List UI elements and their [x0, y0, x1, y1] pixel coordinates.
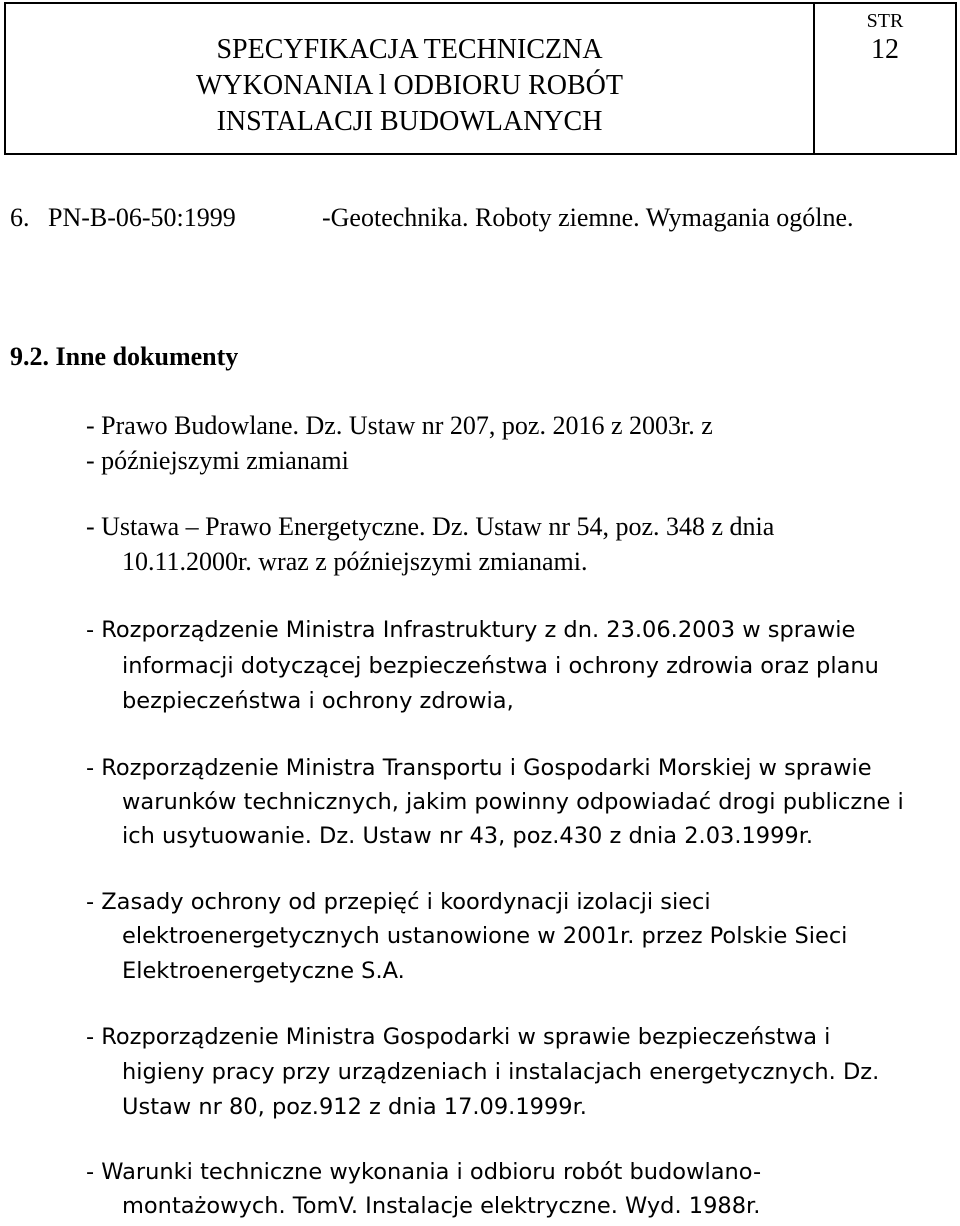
doc-3-line-3: bezpieczeństwa i ochrony zdrowia,: [122, 688, 514, 714]
doc-6-line-3: Ustaw nr 80, poz.912 z dnia 17.09.1999r.: [122, 1094, 587, 1120]
page-label: STR: [866, 10, 904, 32]
doc-6-line-1: - Rozporządzenie Ministra Gospodarki w sprawie bezpieczeństwa i: [86, 1024, 831, 1050]
document-header: [4, 2, 957, 155]
doc-5-line-3: Elektroenergetyczne S.A.: [122, 958, 405, 984]
doc-6-line-2: higieny pracy przy urządzeniach i instalacjach energetycznych. Dz.: [122, 1059, 880, 1085]
doc-7-line-1: - Warunki techniczne wykonania i odbioru robót budowlano-: [86, 1159, 762, 1185]
doc-2-line-1: - Ustawa – Prawo Energetyczne. Dz. Ustaw nr 54, poz. 348 z dnia: [86, 512, 775, 541]
norm-item-6-code: PN-B-06-50:1999: [48, 203, 236, 232]
doc-2-line-2: 10.11.2000r. wraz z późniejszymi zmianami.: [122, 547, 588, 576]
page-number: 12: [871, 34, 899, 65]
section-heading: 9.2. Inne dokumenty: [10, 342, 239, 371]
header-title-line-1: SPECYFIKACJA TECHNICZNA: [216, 34, 603, 65]
header-title-line-2: WYKONANIA l ODBIORU ROBÓT: [196, 70, 623, 101]
header-title-line-3: INSTALACJI BUDOWLANYCH: [216, 106, 603, 137]
doc-4-line-1: - Rozporządzenie Ministra Transportu i Gospodarki Morskiej w sprawie: [86, 755, 872, 781]
doc-5-line-1: - Zasady ochrony od przepięć i koordynacji izolacji sieci: [86, 889, 711, 915]
norm-item-6-title: -Geotechnika. Roboty ziemne. Wymagania ogólne.: [322, 203, 854, 232]
doc-3-line-1: - Rozporządzenie Ministra Infrastruktury z dn. 23.06.2003 w sprawie: [86, 617, 856, 643]
doc-5-line-2: elektroenergetycznych ustanowione w 2001r. przez Polskie Sieci: [122, 923, 848, 949]
doc-1-line-2: - późniejszymi zmianami: [86, 446, 349, 475]
doc-3-line-2: informacji dotyczącej bezpieczeństwa i ochrony zdrowia oraz planu: [122, 653, 879, 679]
doc-4-line-3: ich usytuowanie. Dz. Ustaw nr 43, poz.430 z dnia 2.03.1999r.: [122, 823, 814, 849]
doc-7-line-2: montażowych. TomV. Instalacje elektryczne. Wyd. 1988r.: [122, 1193, 761, 1219]
norm-item-6-number: 6.: [10, 203, 30, 232]
doc-4-line-2: warunków technicznych, jakim powinny odpowiadać drogi publiczne i: [122, 789, 904, 815]
header-title: [6, 32, 813, 140]
doc-1-line-1: - Prawo Budowlane. Dz. Ustaw nr 207, poz. 2016 z 2003r. z: [86, 411, 713, 440]
